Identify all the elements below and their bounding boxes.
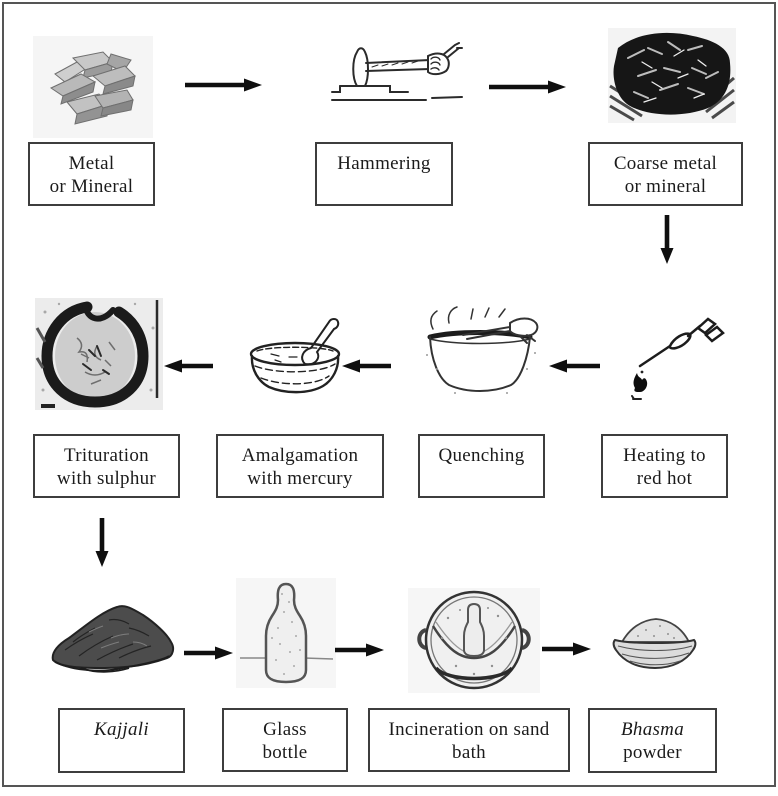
step-label-line: Coarse metal [613,153,718,174]
illustration-sand-bath [408,588,540,693]
arrow-quenching-to-amalgamation [341,358,393,374]
illustration-glass-bottle [236,578,336,688]
step-box-quenching [418,434,545,498]
step-label-line: Kajjali [94,719,149,740]
tongs-over-flame-sketch [620,300,725,400]
step-label-line: Incineration on sand [388,719,550,740]
step-box-kajjali [58,708,185,773]
arrow-bottle-to-incineration [333,642,385,658]
illustration-amalgamation [245,308,350,403]
step-label-line: or mineral [624,176,707,197]
illustration-heating [620,300,725,400]
step-box-incineration [368,708,570,772]
hammer-on-anvil-sketch [328,42,468,122]
arrow-amalgamation-to-trituration [163,358,215,374]
step-label-line: Glass [263,719,307,740]
glass-bottle-sketch [236,578,336,688]
step-label-line: bath [452,742,486,763]
step-box-amalgamation [216,434,384,498]
step-box-heating [601,434,728,498]
step-label-line: Quenching [438,445,525,466]
black-powder-mound-photo [45,598,180,680]
metal-ingots-photo [33,36,153,138]
step-label-line: with mercury [247,468,353,489]
step-label-line: Heating to [623,445,706,466]
arrow-coarse-to-heating [659,213,675,265]
step-label-line: red hot [636,468,693,489]
arrow-kajjali-to-bottle [182,645,234,661]
arrow-hammering-to-coarse [487,79,567,95]
step-label-line: Hammering [337,153,431,174]
illustration-coarse-metal [608,28,736,123]
illustration-quenching [415,305,545,397]
illustration-trituration [35,298,163,410]
step-box-bhasma-powder [588,708,717,773]
illustration-kajjali [45,598,180,680]
step-label-line: Amalgamation [241,445,359,466]
illustration-hammering [328,42,468,122]
arrow-metal-to-hammering [183,77,263,93]
mortar-and-pestle-sketch [245,308,350,403]
step-box-metal-or-mineral [28,142,155,206]
step-label-line: Metal [68,153,115,174]
sand-bath-pan-sketch [408,588,540,693]
step-label-line: with sulphur [56,468,157,489]
step-box-trituration [33,434,180,498]
step-box-glass-bottle [222,708,348,772]
step-label-line: Bhasma [620,719,685,740]
step-label-line: powder [623,742,682,763]
grinding-mortar-photo [35,298,163,410]
arrow-incineration-to-bhasma [540,641,592,657]
illustration-bhasma-powder [610,614,700,672]
illustration-metal-or-mineral [33,36,153,138]
powder-in-bowl-sketch [610,614,700,672]
step-box-hammering [315,142,453,206]
step-label-line: or Mineral [49,176,134,197]
arrow-trituration-to-kajjali [94,516,110,568]
arrow-heating-to-quenching [548,358,602,374]
quenching-vessel-sketch [415,305,545,397]
coarse-metal-pieces-photo [608,28,736,123]
step-label-line: Trituration [64,445,149,466]
step-label-line: bottle [262,742,308,763]
step-box-coarse-metal [588,142,743,206]
